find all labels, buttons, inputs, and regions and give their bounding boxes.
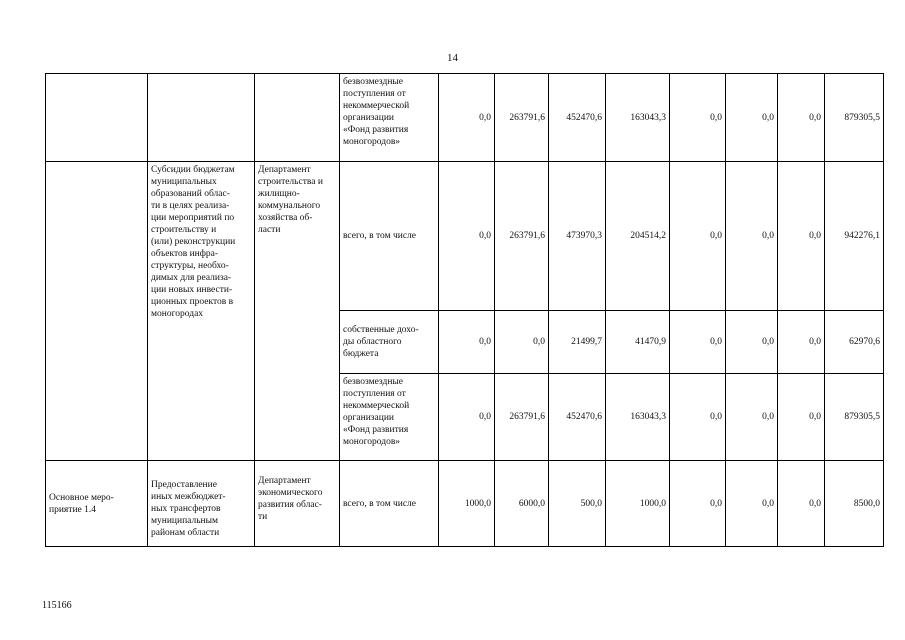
value-cell: 879305,5 (825, 374, 884, 461)
page-number: 14 (447, 52, 458, 64)
value-cell: 263791,6 (495, 162, 549, 311)
value-cell: 0,0 (778, 162, 825, 311)
value-cell: 879305,5 (825, 74, 884, 162)
value-cell: 0,0 (778, 311, 825, 374)
value-cell: 0,0 (495, 311, 549, 374)
funding-source-cell: безвозмездные поступления от некоммерческой организации «Фонд развития моногородов» (340, 374, 439, 461)
executor-cell: Департамент строительства и жилищно- коммунального хозяйства об- ласти (255, 162, 340, 461)
value-cell: 0,0 (439, 374, 495, 461)
value-cell: 163043,3 (606, 374, 670, 461)
measure-cell: Предоставление иных межбюджет- ных трансфертов муниципальным районам области (148, 461, 255, 547)
main-event-cell-empty (46, 162, 148, 461)
value-cell: 0,0 (726, 162, 778, 311)
value-cell: 452470,6 (549, 74, 606, 162)
budget-table (45, 73, 884, 547)
executor-cell: Департамент экономического развития облас- ти (255, 461, 340, 547)
value-cell: 263791,6 (495, 74, 549, 162)
value-cell: 0,0 (670, 162, 726, 311)
value-cell: 0,0 (670, 311, 726, 374)
value-cell: 0,0 (670, 461, 726, 547)
value-cell: 41470,9 (606, 311, 670, 374)
value-cell: 0,0 (439, 162, 495, 311)
executor-cell-empty (255, 74, 340, 162)
value-cell: 1000,0 (439, 461, 495, 547)
value-cell: 0,0 (778, 461, 825, 547)
funding-source-cell: всего, в том числе (340, 461, 439, 547)
document-code: 115166 (42, 600, 72, 611)
value-cell: 0,0 (726, 74, 778, 162)
value-cell: 0,0 (670, 374, 726, 461)
measure-cell-empty (148, 74, 255, 162)
funding-source-cell: собственные дохо- ды областного бюджета (340, 311, 439, 374)
funding-source-cell: всего, в том числе (340, 162, 439, 311)
value-cell: 0,0 (439, 74, 495, 162)
value-cell: 0,0 (726, 461, 778, 547)
value-cell: 8500,0 (825, 461, 884, 547)
value-cell: 6000,0 (495, 461, 549, 547)
value-cell: 0,0 (726, 374, 778, 461)
value-cell: 0,0 (726, 311, 778, 374)
value-cell: 0,0 (778, 74, 825, 162)
table-row (46, 162, 884, 311)
value-cell: 942276,1 (825, 162, 884, 311)
value-cell: 0,0 (439, 311, 495, 374)
table-row (46, 461, 884, 547)
measure-cell: Субсидии бюджетам муниципальных образований облас- ти в целях реализа- ции мероприятий по строительству и (или) реконструкции объектов инфра- структуры, необхо- димых для реализа- ции новых инвести- ционных проектов в моногородах (148, 162, 255, 461)
table-row (46, 74, 884, 162)
main-event-cell: Основное меро- приятие 1.4 (46, 461, 148, 547)
value-cell: 21499,7 (549, 311, 606, 374)
funding-source-cell: безвозмездные поступления от некоммерческой организации «Фонд развития моногородов» (340, 74, 439, 162)
value-cell: 0,0 (778, 374, 825, 461)
value-cell: 62970,6 (825, 311, 884, 374)
value-cell: 163043,3 (606, 74, 670, 162)
value-cell: 452470,6 (549, 374, 606, 461)
value-cell: 0,0 (670, 74, 726, 162)
main-event-cell-empty (46, 74, 148, 162)
value-cell: 204514,2 (606, 162, 670, 311)
value-cell: 473970,3 (549, 162, 606, 311)
value-cell: 263791,6 (495, 374, 549, 461)
value-cell: 1000,0 (606, 461, 670, 547)
value-cell: 500,0 (549, 461, 606, 547)
